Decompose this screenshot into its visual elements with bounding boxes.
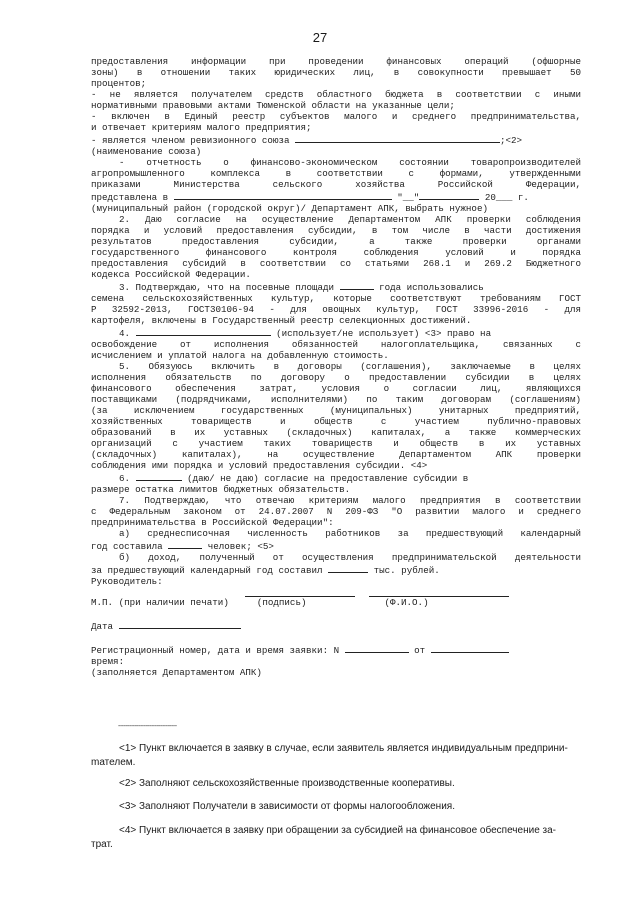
text-line: результатов предоставления субсидии, а также проверки органами	[91, 236, 581, 247]
signature-field[interactable]	[245, 587, 355, 597]
footnote-text: <1> Пункт включается в заявку в случае, если заявитель является индивидуальным предприни- mателем.	[91, 743, 568, 768]
text-line: процентов;	[91, 78, 147, 89]
text-line: хозяйственных товариществ и обществ с участием публично-правовых	[91, 416, 581, 427]
spacer	[91, 632, 581, 643]
footnote-1	[91, 742, 579, 770]
footnote-separator: --------------------------------	[118, 723, 177, 730]
income-line: за предшествующий календарный год составил тыс. рублей.	[91, 565, 440, 576]
text-line: 2. Даю согласие на осуществление Департаментом АПК проверки соблюдения	[119, 214, 581, 225]
text-line: государственного финансового контроля соблюдения условий и порядка	[91, 247, 581, 258]
vat-choice-field[interactable]	[136, 326, 271, 336]
footnote-3	[91, 800, 579, 814]
text-line: и отвечает критериям малого предприятия;	[91, 122, 312, 133]
text-line: - отчетность о финансово-экономическом состоянии товаропроизводителей	[119, 157, 581, 168]
text-line: предпринимательства в Российской Федерации":	[91, 517, 334, 528]
footnote-text: <3> Заполняют Получатели в зависимости от формы налогообложения.	[119, 801, 455, 812]
text-line: (за исключением государственных (муниципальных) унитарных предприятий,	[91, 405, 581, 416]
reporting-month-field[interactable]	[419, 190, 479, 200]
text-line: предоставления субсидий в соответствии со статьями 268.1 и 269.2 Бюджетного	[91, 258, 581, 269]
text-line: кодекса Российской Федерации.	[91, 269, 251, 280]
text-line: (складочных) капиталах), на осуществление Департаментом АПК проверки	[91, 449, 581, 460]
text-line: 7. Подтверждаю, что отвечаю критериям малого предприятия в соответствии	[119, 495, 581, 506]
full-name-field[interactable]	[369, 587, 509, 597]
text-line: а) среднесписочная численность работников за предшествующий календарный	[119, 528, 581, 539]
registration-date-field[interactable]	[431, 643, 509, 653]
text-line: исчислением и уплатой налога на добавленную стоимость.	[91, 350, 389, 361]
text-line: б) доход, полученный от осуществления предпринимательской деятельности	[119, 552, 581, 563]
field-caption: (муниципальный район (городской округ)/ Департамент АПК, выбрать нужное)	[91, 203, 488, 214]
text-line: организаций с участием таких товариществ и обществ в их уставных	[91, 438, 581, 449]
reporting-line: представлена в "__" 20___ г.	[91, 192, 529, 203]
page-number: 27	[312, 30, 328, 45]
reporting-recipient-field[interactable]	[174, 190, 392, 200]
registration-line: Регистрационный номер, дата и время заявки: N от	[91, 643, 581, 656]
footnote-text: <4> Пункт включается в заявку при обращении за субсидией на финансовое обеспечение за- трат.	[91, 825, 557, 850]
text-line: 5. Обязуюсь включить в договоры (соглашения), заключаемые в целях	[119, 361, 581, 372]
application-body	[91, 56, 581, 678]
sowing-year-field[interactable]	[340, 280, 374, 290]
signature-captions: М.П. (при наличии печати) (подпись) (Ф.И.О.)	[91, 597, 429, 608]
date-field[interactable]	[119, 619, 241, 629]
date-line: Дата	[91, 619, 581, 632]
consent-choice-field[interactable]	[136, 471, 182, 481]
text-line: исполнения обязательств по договору о предоставлении субсидии в целях	[91, 372, 581, 383]
text-line: зоны) в отношении таких юридических лиц, в совокупности превышает 50	[91, 67, 581, 78]
text-line: размере остатка лимитов бюджетных обязательств.	[91, 484, 351, 495]
text-line: соблюдения ими порядка и условий предоставления субсидии. <4>	[91, 460, 428, 471]
vat-line: 4. (использует/не использует) <3> право на	[119, 328, 492, 339]
text-line: поставщиками (подрядчиками, исполнителями) по таким договорам (соглашениям)	[91, 394, 581, 405]
text-line: - не является получателем средств областного бюджета в соответствии с иными	[91, 89, 581, 100]
employee-count-field[interactable]	[168, 539, 202, 549]
employees-line: год составила человек; <5>	[91, 541, 274, 552]
footnote-text: <2> Заполняют сельскохозяйственные производственные кооперативы.	[119, 778, 455, 789]
text-line: с Федеральным законом от 24.07.2007 N 209-ФЗ "О развитии малого и среднего	[91, 506, 581, 517]
text-line: освобождение от исполнения обязанностей налогоплательщика, связанных с	[91, 339, 581, 350]
text-line: - включен в Единый реестр субъектов малого и среднего предпринимательства,	[91, 111, 581, 122]
field-caption: (наименование союза)	[91, 146, 202, 157]
consent-line: 6. (даю/ не даю) согласие на предоставление субсидии в	[119, 473, 469, 484]
text-line: предоставления информации при проведении финансовых операций (офшорные	[91, 56, 581, 67]
footnote-4	[91, 824, 579, 852]
footnote-2	[91, 777, 579, 791]
head-label: Руководитель:	[91, 576, 163, 587]
text-line: семена сельскохозяйственных культур, которые соответствуют требованиям ГОСТ	[91, 293, 581, 304]
revision-union-line: - является членом ревизионного союза ;<2>	[91, 135, 523, 146]
text-line: нормативными правовыми актами Тюменской области на указанные цели;	[91, 100, 455, 111]
seeds-line: 3. Подтверждаю, что на посевные площади года использовались	[119, 282, 484, 293]
text-line: картофеля, включены в Государственный реестр селекционных достижений.	[91, 315, 472, 326]
text-line: приказами Министерства сельского хозяйства Российской Федерации,	[91, 179, 581, 190]
text-line: агропромышленного комплекса в соответствии с формами, утвержденными	[91, 168, 581, 179]
text-line: финансового обеспечения затрат, условия о согласии лиц, являющихся	[91, 383, 581, 394]
union-name-field[interactable]	[295, 133, 500, 143]
text-line: время:	[91, 656, 125, 667]
text-line: образований в их уставных (складочных) капиталах, а также коммерческих	[91, 427, 581, 438]
text-line: Р 32592-2013, ГОСТ30106-94 - для овощных культур, ГОСТ 33996-2016 - для	[91, 304, 581, 315]
spacer	[91, 608, 581, 619]
text-line: порядка и условий предоставления субсидии, в том числе в части достижения	[91, 225, 581, 236]
income-field[interactable]	[328, 563, 368, 573]
field-caption: (заполняется Департаментом АПК)	[91, 667, 262, 678]
registration-number-field[interactable]	[345, 643, 409, 653]
